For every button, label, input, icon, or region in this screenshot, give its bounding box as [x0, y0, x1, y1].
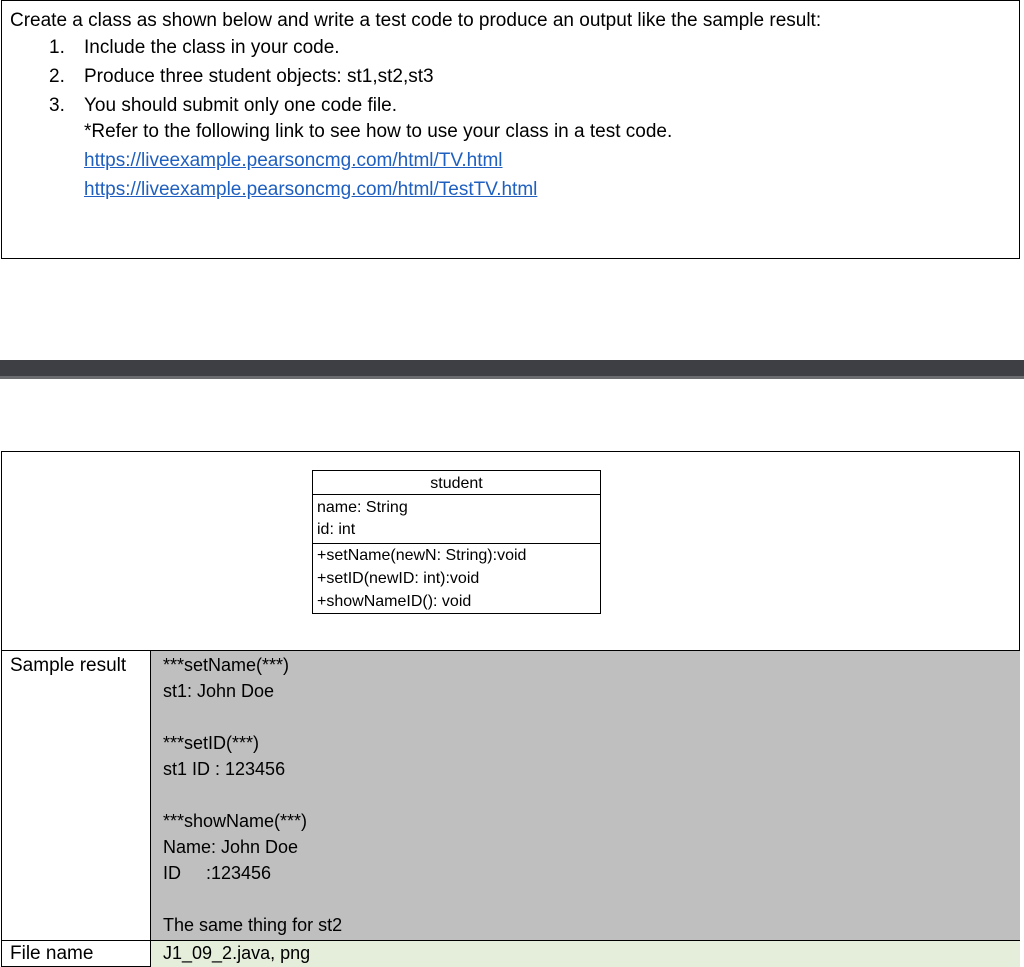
table-column-divider: [150, 650, 151, 967]
output-line: Name: John Doe: [163, 837, 299, 857]
instructions-steps: [40, 33, 434, 120]
uml-method: +showNameID(): void: [317, 593, 472, 610]
output-blank-line: [163, 704, 342, 730]
step-number: 1.: [49, 37, 65, 58]
section-divider: [0, 360, 1024, 379]
step-number: 2.: [49, 66, 65, 87]
uml-class-name: student: [313, 471, 600, 495]
uml-attribute: name: String: [317, 499, 408, 516]
step-text: Produce three student objects: st1,st2,st3: [84, 66, 434, 87]
uml-class-diagram: [312, 470, 601, 614]
output-line: ID :123456: [163, 863, 272, 883]
step-item: [40, 62, 434, 91]
table-row-divider: [1, 940, 1020, 941]
file-name-label: File name: [10, 943, 94, 964]
step-text: Include the class in your code.: [84, 37, 340, 58]
output-line: st1 ID : 123456: [163, 759, 286, 779]
output-line: The same thing for st2: [163, 915, 343, 935]
instructions-intro: Create a class as shown below and write a test code to produce an output like the sample result:: [10, 10, 822, 31]
file-name-value: J1_09_2.java, png: [163, 943, 311, 963]
step-number: 3.: [49, 95, 65, 116]
step-item: [40, 33, 434, 62]
output-blank-line: [163, 782, 342, 808]
output-line: st1: John Doe: [163, 681, 275, 701]
sample-result-label: Sample result: [10, 655, 127, 676]
uml-attribute: id: int: [317, 521, 356, 538]
uml-method: +setName(newN: String):void: [317, 547, 527, 564]
sample-output: [163, 652, 342, 938]
output-line: ***setID(***): [163, 733, 260, 753]
output-line: ***setName(***): [163, 655, 290, 675]
reference-note: *Refer to the following link to see how to use your class in a test code.: [84, 121, 673, 142]
link-testtv[interactable]: https://liveexample.pearsoncmg.com/html/TestTV.html: [84, 179, 538, 200]
uml-attributes: [313, 495, 600, 544]
output-line: ***showName(***): [163, 811, 308, 831]
step-text: You should submit only one code file.: [84, 95, 398, 116]
uml-methods: [313, 544, 600, 613]
table-row-divider: [1, 650, 1020, 651]
link-tv[interactable]: https://liveexample.pearsoncmg.com/html/TV.html: [84, 150, 503, 171]
uml-method: +setID(newID: int):void: [317, 570, 480, 587]
output-blank-line: [163, 886, 342, 912]
step-item: [40, 91, 434, 120]
